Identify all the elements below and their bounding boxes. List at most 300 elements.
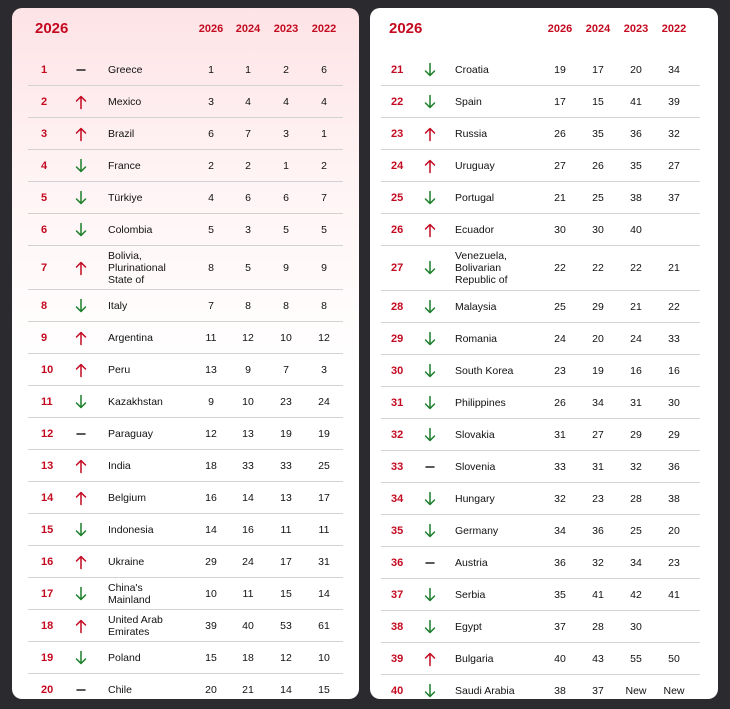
rank-value-2022: 4 [321, 95, 327, 108]
rank-value-2024: 5 [245, 261, 251, 274]
header-col-2022: 2022 [311, 23, 337, 35]
trend-up-icon [74, 260, 88, 276]
rank-value-2022: 6 [321, 63, 327, 76]
trend-up-icon [423, 222, 437, 238]
trend-down-icon [74, 394, 88, 410]
trend-same-icon [74, 62, 88, 78]
rank-number: 22 [391, 95, 404, 108]
table-row [28, 386, 343, 418]
trend-down-icon [74, 650, 88, 666]
table-row [381, 675, 700, 699]
rank-value-2024: 11 [242, 587, 254, 600]
country-name: Portugal [455, 191, 495, 204]
rank-number: 8 [41, 299, 48, 312]
rank-value-2023: 24 [630, 332, 642, 345]
country-name: Poland [108, 651, 141, 664]
rank-number: 25 [391, 191, 404, 204]
rank-value-2026: 14 [205, 523, 217, 536]
table-row [381, 643, 700, 675]
rank-value-2023: 32 [630, 460, 642, 473]
rank-number: 34 [391, 492, 404, 505]
rank-value-2026: 4 [208, 191, 214, 204]
country-name: India [108, 459, 131, 472]
rank-value-2024: 26 [592, 159, 604, 172]
rank-value-2026: 15 [205, 651, 217, 664]
rank-value-2026: 38 [554, 684, 566, 697]
rank-value-2024: 24 [242, 555, 254, 568]
rank-value-2026: 5 [208, 223, 214, 236]
rank-value-2023: 15 [280, 587, 292, 600]
rank-value-2022: 7 [321, 191, 327, 204]
country-name: Paraguay [108, 427, 153, 440]
rank-value-2023: 36 [630, 127, 642, 140]
table-row [28, 418, 343, 450]
rank-value-2022: 17 [318, 491, 330, 504]
rank-number: 36 [391, 556, 404, 569]
rank-value-2024: 18 [242, 651, 254, 664]
table-row [28, 150, 343, 182]
header-col-2024: 2024 [585, 23, 611, 35]
rank-value-2026: 22 [554, 262, 566, 274]
rank-value-2022: 14 [318, 587, 330, 600]
rank-number: 20 [41, 683, 54, 696]
country-name: Germany [455, 524, 499, 537]
table-row [381, 323, 700, 355]
rank-value-2026: 40 [554, 652, 566, 665]
rank-value-2022: 2 [321, 159, 327, 172]
rank-number: 6 [41, 223, 48, 236]
rank-number: 26 [391, 223, 404, 236]
rank-value-2023: 2 [283, 63, 289, 76]
rank-number: 9 [41, 331, 48, 344]
rank-value-2022: 1 [321, 127, 327, 140]
rank-value-2026: 3 [208, 95, 214, 108]
rank-value-2023: 42 [630, 588, 642, 601]
rank-value-2022: 20 [668, 524, 680, 537]
header-col-2026: 2026 [198, 23, 224, 35]
rank-value-2023: 31 [630, 396, 642, 409]
trend-down-icon [423, 587, 437, 603]
rank-value-2023: 53 [280, 619, 292, 632]
rank-value-2023: 11 [280, 523, 292, 536]
rank-value-2026: 36 [554, 556, 566, 569]
rank-number: 12 [41, 427, 54, 440]
rank-value-2022: 31 [318, 555, 330, 568]
rank-value-2024: 23 [592, 492, 604, 505]
rank-value-2023: 41 [630, 95, 642, 108]
table-row [28, 322, 343, 354]
rank-number: 13 [41, 459, 54, 472]
rank-value-2023: 14 [280, 683, 292, 696]
rank-number: 31 [391, 396, 404, 409]
country-name: Philippines [455, 396, 506, 409]
rank-value-2026: 33 [554, 460, 566, 473]
rank-value-2026: 10 [205, 587, 217, 600]
rank-value-2023: 8 [283, 299, 289, 312]
rank-number: 38 [391, 620, 404, 633]
rank-value-2022: 22 [668, 300, 680, 313]
header-col-2023: 2023 [273, 23, 299, 35]
rank-number: 40 [391, 684, 404, 697]
header-col-2024: 2024 [235, 23, 261, 35]
rank-value-2022: 36 [668, 460, 680, 473]
rank-value-2022: 8 [321, 299, 327, 312]
table-row [28, 482, 343, 514]
rank-value-2022: 29 [668, 428, 680, 441]
rank-number: 5 [41, 191, 48, 204]
country-name: Hungary [455, 492, 495, 505]
table-row [28, 642, 343, 674]
rank-value-2023: 13 [280, 491, 292, 504]
rank-value-2023: 12 [280, 651, 292, 664]
rank-value-2023: 10 [280, 331, 292, 344]
table-row [28, 182, 343, 214]
rank-value-2024: 20 [592, 332, 604, 345]
ranking-list [12, 54, 359, 699]
country-name: Russia [455, 127, 488, 140]
table-row [381, 547, 700, 579]
rank-value-2023: 16 [630, 364, 642, 377]
trend-down-icon [423, 523, 437, 539]
rank-value-2022: 9 [321, 261, 327, 274]
rank-number: 30 [391, 364, 404, 377]
country-name: Slovenia [455, 460, 496, 473]
rank-number: 17 [41, 587, 54, 600]
country-name: United Arab Emirates [108, 613, 163, 638]
rank-value-2022: 41 [668, 588, 680, 601]
rank-value-2022: 16 [668, 364, 680, 377]
country-name: Kazakhstan [108, 395, 163, 408]
rank-value-2026: 7 [208, 299, 214, 312]
table-row [28, 578, 343, 610]
rank-number: 1 [41, 63, 48, 76]
table-row [28, 354, 343, 386]
rank-value-2022: 38 [668, 492, 680, 505]
country-name: Mexico [108, 95, 142, 108]
trend-up-icon [74, 618, 88, 634]
rank-value-2022: 11 [318, 523, 330, 536]
rank-value-2024: 7 [245, 127, 251, 140]
rank-value-2023: 33 [280, 459, 292, 472]
rank-number: 32 [391, 428, 404, 441]
country-name: Brazil [108, 127, 135, 140]
table-row [381, 515, 700, 547]
rank-value-2024: 2 [245, 159, 251, 172]
ranking-panel-left [12, 8, 359, 699]
country-name: Italy [108, 299, 128, 312]
rank-value-2023: 30 [630, 620, 642, 633]
country-name: France [108, 159, 141, 172]
rank-number: 27 [391, 262, 404, 274]
trend-up-icon [74, 362, 88, 378]
country-name: Argentina [108, 331, 153, 344]
country-name: Slovakia [455, 428, 495, 441]
rank-value-2024: 25 [592, 191, 604, 204]
table-row [381, 182, 700, 214]
country-name: Belgium [108, 491, 146, 504]
country-name: Egypt [455, 620, 482, 633]
rank-value-2026: 13 [205, 363, 217, 376]
rank-value-2022: 50 [668, 652, 680, 665]
rank-value-2023: 17 [280, 555, 292, 568]
country-name: Romania [455, 332, 498, 345]
trend-up-icon [423, 126, 437, 142]
rank-number: 37 [391, 588, 404, 601]
rank-value-2023: 21 [630, 300, 642, 313]
rank-value-2024: 16 [242, 523, 254, 536]
header-year: 2026 [35, 20, 69, 37]
rank-value-2023: 35 [630, 159, 642, 172]
ranking-list [370, 54, 718, 699]
table-row [28, 214, 343, 246]
trend-up-icon [74, 554, 88, 570]
table-header [370, 19, 718, 43]
rank-value-2024: 14 [242, 491, 254, 504]
table-row [28, 86, 343, 118]
rank-value-2026: 31 [554, 428, 566, 441]
table-row [28, 290, 343, 322]
rank-value-2023: 3 [283, 127, 289, 140]
table-row [381, 214, 700, 246]
rank-value-2024: 29 [592, 300, 604, 313]
rank-value-2022: 24 [318, 395, 330, 408]
table-row [381, 451, 700, 483]
rank-value-2022: 21 [668, 262, 680, 274]
trend-up-icon [74, 126, 88, 142]
rank-value-2026: 24 [554, 332, 566, 345]
country-name: Türkiye [108, 191, 143, 204]
rank-value-2022: 12 [318, 331, 330, 344]
table-row [28, 674, 343, 699]
trend-down-icon [423, 683, 437, 699]
rank-value-2024: 33 [242, 459, 254, 472]
country-name: Bolivia, Plurinational State of [108, 249, 166, 286]
trend-down-icon [423, 427, 437, 443]
rank-number: 7 [41, 261, 48, 274]
rank-number: 18 [41, 619, 54, 632]
rank-value-2026: 8 [208, 261, 214, 274]
rank-value-2026: 23 [554, 364, 566, 377]
rank-number: 29 [391, 332, 404, 345]
rank-value-2026: 11 [205, 331, 217, 344]
trend-down-icon [74, 158, 88, 174]
rank-value-2024: 30 [592, 223, 604, 236]
rank-number: 10 [41, 363, 54, 376]
country-name: Chile [108, 683, 132, 696]
rank-value-2024: 19 [592, 364, 604, 377]
rank-value-2026: 32 [554, 492, 566, 505]
rank-value-2024: 34 [592, 396, 604, 409]
rank-value-2022: 34 [668, 63, 680, 76]
table-row [381, 86, 700, 118]
header-col-2026: 2026 [547, 23, 573, 35]
trend-down-icon [423, 331, 437, 347]
trend-down-icon [423, 94, 437, 110]
rank-value-2024: 8 [245, 299, 251, 312]
table-row [381, 483, 700, 515]
rank-value-2024: 35 [592, 127, 604, 140]
rank-value-2022: 23 [668, 556, 680, 569]
table-row [28, 514, 343, 546]
rank-value-2024: 17 [592, 63, 604, 76]
rank-value-2023: 22 [630, 262, 642, 274]
rank-value-2023: 5 [283, 223, 289, 236]
rank-value-2024: 27 [592, 428, 604, 441]
rank-number: 33 [391, 460, 404, 473]
rank-value-2026: 29 [205, 555, 217, 568]
table-row [28, 246, 343, 290]
table-row [381, 419, 700, 451]
country-name: Spain [455, 95, 482, 108]
rank-number: 16 [41, 555, 54, 568]
trend-up-icon [74, 330, 88, 346]
rank-number: 23 [391, 127, 404, 140]
rank-number: 35 [391, 524, 404, 537]
rank-value-2023: 4 [283, 95, 289, 108]
rank-value-2024: 40 [242, 619, 254, 632]
rank-value-2026: 12 [205, 427, 217, 440]
rank-number: 24 [391, 159, 404, 172]
country-name: Croatia [455, 63, 489, 76]
rank-number: 39 [391, 652, 404, 665]
rank-number: 14 [41, 491, 54, 504]
table-row [381, 246, 700, 291]
rank-value-2026: 37 [554, 620, 566, 633]
country-name: Austria [455, 556, 488, 569]
rank-value-2026: 2 [208, 159, 214, 172]
rank-value-2024: 3 [245, 223, 251, 236]
rank-value-2026: 39 [205, 619, 217, 632]
rank-value-2023: 20 [630, 63, 642, 76]
trend-down-icon [74, 586, 88, 602]
rank-value-2022: 39 [668, 95, 680, 108]
rank-number: 2 [41, 95, 48, 108]
country-name: Indonesia [108, 523, 154, 536]
rank-value-2022: 61 [318, 619, 330, 632]
rank-value-2024: 13 [242, 427, 254, 440]
rank-value-2026: 27 [554, 159, 566, 172]
rank-value-2024: 22 [592, 262, 604, 274]
table-header [12, 19, 359, 43]
country-name: Greece [108, 63, 143, 76]
rank-value-2026: 16 [205, 491, 217, 504]
rank-number: 11 [41, 395, 53, 408]
country-name: Saudi Arabia [455, 684, 515, 697]
rank-value-2023: 38 [630, 191, 642, 204]
country-name: Ecuador [455, 223, 495, 236]
country-name: Malaysia [455, 300, 497, 313]
trend-down-icon [423, 299, 437, 315]
rank-value-2024: 4 [245, 95, 251, 108]
trend-down-icon [423, 491, 437, 507]
table-row [381, 387, 700, 419]
rank-number: 3 [41, 127, 48, 140]
trend-down-icon [74, 190, 88, 206]
rank-number: 15 [41, 523, 54, 536]
trend-down-icon [423, 363, 437, 379]
rank-value-2024: 1 [245, 63, 251, 76]
table-row [28, 118, 343, 150]
rank-value-2022: 30 [668, 396, 680, 409]
country-name: Uruguay [455, 159, 495, 172]
trend-same-icon [74, 682, 88, 698]
rank-value-2023: 28 [630, 492, 642, 505]
rank-value-2026: 26 [554, 127, 566, 140]
rank-value-2024: 6 [245, 191, 251, 204]
trend-up-icon [74, 490, 88, 506]
country-name: Colombia [108, 223, 153, 236]
rank-value-2026: 18 [205, 459, 217, 472]
rank-value-2022: 27 [668, 159, 680, 172]
rank-value-2023: 25 [630, 524, 642, 537]
country-name: Venezuela, Bolivarian Republic of [455, 250, 508, 286]
rank-value-2022: 37 [668, 191, 680, 204]
trend-same-icon [423, 555, 437, 571]
rank-value-2023: 34 [630, 556, 642, 569]
rank-value-2022: 32 [668, 127, 680, 140]
rank-value-2024: 15 [592, 95, 604, 108]
country-name: South Korea [455, 364, 514, 377]
trend-down-icon [423, 395, 437, 411]
table-row [381, 54, 700, 86]
trend-up-icon [423, 158, 437, 174]
rank-value-2024: 43 [592, 652, 604, 665]
rank-value-2024: 37 [592, 684, 604, 697]
rank-value-2022: 15 [318, 683, 330, 696]
trend-up-icon [74, 458, 88, 474]
rank-value-2026: 1 [208, 63, 214, 76]
trend-down-icon [423, 619, 437, 635]
rank-value-2023: 19 [280, 427, 292, 440]
rank-value-2023: 40 [630, 223, 642, 236]
rank-value-2024: 9 [245, 363, 251, 376]
trend-down-icon [423, 190, 437, 206]
country-name: Bulgaria [455, 652, 494, 665]
rank-value-2022: 3 [321, 363, 327, 376]
table-row [381, 611, 700, 643]
rank-value-2022: 10 [318, 651, 330, 664]
rank-number: 4 [41, 159, 48, 172]
rank-value-2023: 1 [283, 159, 289, 172]
header-col-2022: 2022 [661, 23, 687, 35]
rank-value-2022: 25 [318, 459, 330, 472]
rank-value-2026: 17 [554, 95, 566, 108]
rank-value-2024: 36 [592, 524, 604, 537]
rank-value-2024: 21 [242, 683, 254, 696]
rank-value-2023: 29 [630, 428, 642, 441]
trend-down-icon [74, 298, 88, 314]
rank-value-2022: 5 [321, 223, 327, 236]
trend-same-icon [423, 459, 437, 475]
header-year: 2026 [389, 20, 423, 37]
rank-value-2023: New [625, 684, 647, 697]
table-row [381, 291, 700, 323]
country-name: Ukraine [108, 555, 145, 568]
country-name: China's Mainland [108, 581, 151, 606]
rank-value-2026: 20 [205, 683, 217, 696]
rank-value-2023: 9 [283, 261, 289, 274]
rank-value-2024: 32 [592, 556, 604, 569]
trend-down-icon [74, 522, 88, 538]
rank-value-2024: 41 [592, 588, 604, 601]
rank-value-2024: 28 [592, 620, 604, 633]
trend-up-icon [423, 651, 437, 667]
rank-value-2023: 55 [630, 652, 642, 665]
trend-same-icon [74, 426, 88, 442]
rank-value-2023: 6 [283, 191, 289, 204]
rank-value-2026: 19 [554, 63, 566, 76]
rank-value-2026: 30 [554, 223, 566, 236]
